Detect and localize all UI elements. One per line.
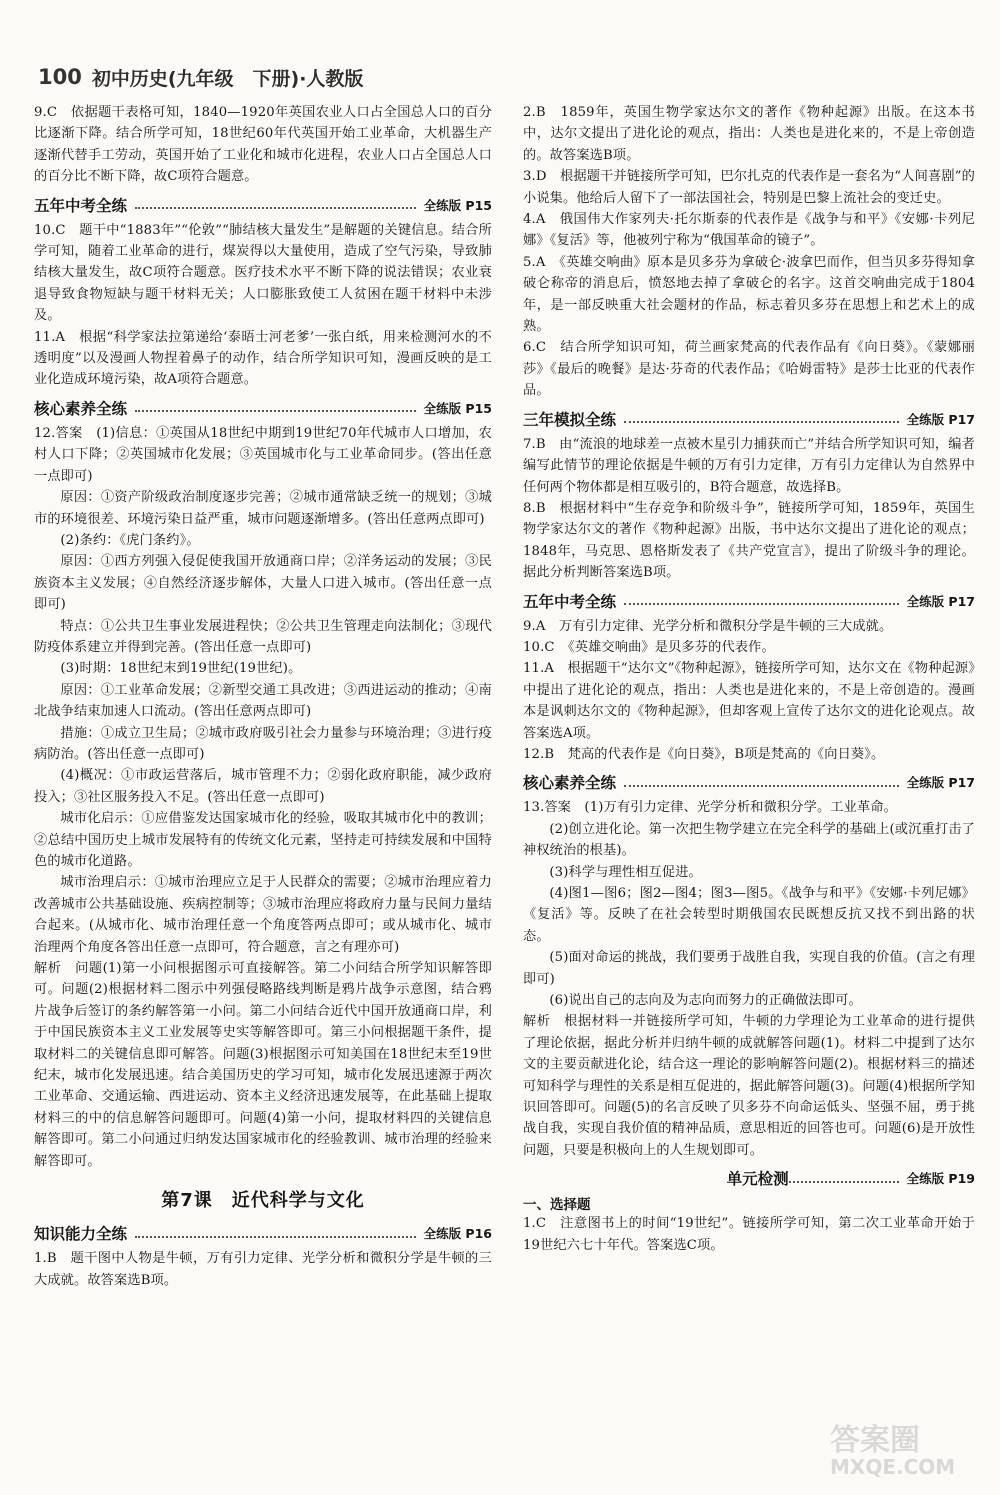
section-title: 三年模拟全练 [523,410,617,429]
dotted-leader [135,409,416,412]
dotted-leader [135,1235,416,1238]
section-page-ref: 全练版 P17 [906,775,975,791]
dotted-leader [624,602,899,605]
answer-item: 3.D 根据题干并链接所学可知，巴尔扎克的代表作是一套名为“人间喜剧”的小说集。他给后人留下了一部法国社会，特别是巴黎上流社会的变迁史。 [523,169,975,206]
answer-paragraph: (4)概况：①市政运营落后，城市管理不力；②弱化政府职能，减少政府投入；③社区服务投入不足。(答出任意一点即可) [34,768,492,805]
answer-item: 4.A 俄国伟大作家列夫·托尔斯泰的代表作是《战争与和平》《安娜·卡列尼娜》《复活》等，他被列宁称为“俄国革命的镜子”。 [523,212,975,249]
answer-item: 9.A 万有引力定律、光学分析和微积分学是牛顿的三大成就。 [523,618,893,634]
section-page-ref: 全练版 P15 [423,197,492,213]
answer-item: 9.C 依据题干表格可知，1840—1920年英国农业人口占全国总人口的百分比逐渐下降。结合所学可知，18世纪60年代英国开始工业革命，大机器生产逐渐代替手工劳动，英国开始了工业化和城市化进程，农业人口占全国总人口的百分比不断下降，故C项符合题意。 [34,105,492,185]
answer-item: 13.答案 (1)万有引力定律、光学分析和微积分学。工业革命。 [523,800,897,816]
answer-item: 10.C 《英雄交响曲》是贝多芬的代表作。 [523,639,775,655]
answer-item: 12.B 梵高的代表作是《向日葵》，B项是梵高的《向日葵》。 [523,746,885,762]
analysis-paragraph: 解析 问题(1)第一小问根据图示可直接解答。第二小问结合所学知识解答即可。问题(2)根据材料二图示中列强侵略路线判断是鸦片战争示意图，结合鸦片战争后签订的条约解答第一小问。第二小问结合近代中国开放通商口岸，利于中国民族资本主义工业发展等史实等解答即可。第三小问根据题干条件，提取材料二的关键信息即可解答。问题(3)根据图示可知美国在18世纪末至19世纪末，城市化发展迅速。结合美国历史的学习可知，城市化发展迅速源于两次工业革命、交通运输、西进运动、资本主义经济迅速发展等，在此基础上提取材料三的中的信息解答问题即可。问题(4)第一小问，提取材料四的关键信息解答即可。第二小问通过归纳发达国家城市化的经验教训、城市治理的经验来解答即可。 [34,961,492,1169]
answer-paragraph: 特点：①公共卫生事业发展进程快；②公共卫生管理走向法制化；③现代防疫体系建立并得到完善。(答出任意一点即可) [34,618,492,655]
answer-item: 5.A 《英雄交响曲》原本是贝多芬为拿破仑·波拿巴而作，但当贝多芬得知拿破仑称帝的消息后，愤怒地去掉了拿破仑的名字。这首交响曲完成于1804年，是一部反映重大社会题材的作品，标志着贝多芬在思想上和艺术上的成熟。 [523,254,975,335]
dotted-leader [135,206,416,209]
section-page-ref: 全练版 P17 [906,411,975,427]
watermark-text: 答案圈 [830,1423,920,1458]
watermark-logo [830,1415,970,1485]
analysis-paragraph: 解析 根据材料一并链接所学可知，牛顿的力学理论为工业革命的进行提供了理论依据，据此分析并归纳牛顿的成就解答问题(1)。材料二中提到了达尔文的主要贡献进化论，结合这一理论的影响解答问题(2)。根据材料三的描述可知科学与理性的关系是相互促进的，据此解答问题(3)。问题(4)根据所学知识回答即可。问题(5)的名言反映了贝多芬不向命运低头、坚强不屈，勇于挑战自我，实现自我价值的精神品质，意思相近的回答也可。问题(6)是开放性问题，只要是积极向上的人生规划即可。 [523,1014,975,1158]
book-title: 初中历史(九年级 下册)·人教版 [91,67,364,90]
answer-item: 1.B 题干图中人物是牛顿，万有引力定律、光学分析和微积分学是牛顿的三大成就。故答案选B项。 [34,1251,492,1288]
answer-item: 11.A 根据题干“达尔文”《物种起源》，链接所学可知，达尔文在《物种起源》中提出了进化论的观点，指出：人类也是进化来的，不是上帝创造的。漫画本是讽刺达尔文的《物种起源》，但却客观上宣传了达尔文的进化论观点。故答案选A项。 [523,661,975,741]
answer-paragraph: 原因：①资产阶级政治制度逐步完善；②城市通常缺乏统一的规划；③城市的环境很差、环境污染日益严重，城市问题逐渐增多。(答出任意两点即可) [34,490,492,527]
section-page-ref: 全练版 P19 [906,1171,975,1187]
subsection-title: 一、选择题 [523,1197,591,1214]
answer-item: 10.C 题干中“1883年”“伦敦”“肺结核大量发生”是解题的关键信息。结合所学可知，随着工业革命的进行，煤炭得以大量使用，造成了空气污染，导致肺结核大量发生，故C项符合题意。医疗技术水平不断下降的说法错误；农业衰退导致食物短缺与题干材料无关；人口膨胀致使工人贫困在题干材料中未涉及。 [34,222,492,324]
section-header [523,1167,975,1189]
right-column [523,102,975,1256]
watermark-url: MXQE.COM [830,1455,956,1479]
answer-paragraph: (3)时期：18世纪末到19世纪(19世纪)。 [60,661,302,677]
section-header [34,397,492,419]
page-number: 100 [38,65,82,89]
answer-paragraph: (6)说出自己的志向及为志向而努力的正确做法即可。 [549,993,862,1009]
section-title: 知识能力全练 [34,1225,128,1244]
section-header [523,408,975,430]
answer-paragraph: (5)面对命运的挑战，我们要勇于战胜自我，实现自我的价值。(言之有理即可) [523,950,975,987]
page-header [38,62,363,92]
section-page-ref: 全练版 P15 [423,400,492,416]
section-title: 核心素养全练 [34,399,128,418]
section-header [523,771,975,793]
dotted-leader [624,420,899,423]
section-page-ref: 全练版 P16 [423,1226,492,1242]
answer-paragraph: (4)图1—图6；图2—图4；图3—图5。《战争与和平》《安娜·卡列尼娜》《复活》等。反映了在社会转型时期俄国农民既想反抗又找不到出路的状态。 [523,886,975,944]
answer-paragraph: 城市治理启示：①城市治理应立足于人民群众的需要；②城市治理应着力改善城市公共基础设施、疾病控制等；③城市治理应将政府力量与民间力量结合起来。(从城市化、城市治理任意一个角度答两点即可；或从城市化、城市治理两个角度各答出任意一点即可，符合题意，言之有理亦可) [34,875,492,955]
answer-item: 12.答案 (1)信息：①英国从18世纪中期到19世纪70年代城市人口增加，农村人口下降；②英国城市化发展；③英国城市化与工业革命同步。(答出任意一点即可) [34,425,492,484]
answer-paragraph: (2)条约：《虎门条约》。 [60,532,200,548]
answer-item: 1.C 注意图书上的时间“19世纪”。链接所学可知，第二次工业革命开始于19世纪六七十年代。答案选C项。 [523,1216,975,1253]
answer-item: 2.B 1859年，英国生物学家达尔文的著作《物种起源》出版。在这本书中，达尔文提出了进化论的观点，指出：人类也是进化来的，不是上帝创造的。故答案选B项。 [523,105,975,163]
lesson-title: 第7课 近代科学与文化 [161,1190,365,1212]
answer-paragraph: (2)创立进化论。第一次把生物学建立在完全科学的基础上(或沉重打击了神权统治的根基)。 [523,821,975,859]
section-title: 核心素养全练 [523,774,617,793]
answer-item: 7.B 由“流浪的地球差一点被木星引力捕获而亡”并结合所学知识可知，编者编写此情节的理论依据是牛顿的万有引力定律，万有引力定律认为自然界中任何两个物体都是相互吸引的，B符合题意，故选择B。 [523,436,975,495]
section-header [34,194,492,216]
section-header [523,590,975,612]
answer-paragraph: (3)科学与理性相互促进。 [549,864,702,880]
answer-paragraph: 原因：①西方列强入侵促使我国开放通商口岸；②洋务运动的发展；③民族资本主义发展；④自然经济逐步解体，大量人口进入城市。(答出任意一点即可) [34,554,492,613]
dotted-leader [789,1180,899,1183]
answer-item: 8.B 根据材料中“生存竞争和阶级斗争”，链接所学可知，1859年，英国生物学家达尔文的著作《物种起源》出版，书中达尔文提出了进化论的观点；1848年，马克思、恩格斯发表了《共产党宣言》，提出了阶级斗争的理论。据此分析判断答案选B项。 [523,500,975,581]
answer-paragraph: 城市化启示：①应借鉴发达国家城市化的经验，吸取其城市化中的教训；②总结中国历史上城市发展特有的传统文化元素，坚持走可持续发展和中国特色的城市化道路。 [34,811,492,869]
section-page-ref: 全练版 P17 [906,593,975,609]
answer-paragraph: 原因：①工业革命发展；②新型交通工具改进；③西进运动的推动；④南北战争结束加速人口流动。(答出任意两点即可) [34,682,492,720]
answer-item: 6.C 结合所学知识可知，荷兰画家梵高的代表作品有《向日葵》。《蒙娜丽莎》《最后的晚餐》是达·芬奇的代表作品；《哈姆雷特》是莎士比亚的代表作品。 [523,340,975,399]
left-column [34,102,492,1291]
answer-item: 11.A 根据“科学家法拉第递给‘泰晤士河老爹’一张白纸，用来检测河水的不透明度”以及漫画人物捏着鼻子的动作，结合所学知识可知，漫画反映的是工业化造成环境污染，故A项符合题意。 [34,329,492,388]
answer-paragraph: 措施：①成立卫生局；②城市政府吸引社会力量参与环境治理；③进行疫病防治。(答出任意一点即可) [34,725,492,762]
section-title: 五年中考全练 [34,196,128,215]
section-header [34,1222,492,1244]
dotted-leader [624,784,899,787]
section-title: 单元检测 [726,1170,789,1189]
section-title: 五年中考全练 [523,592,617,611]
